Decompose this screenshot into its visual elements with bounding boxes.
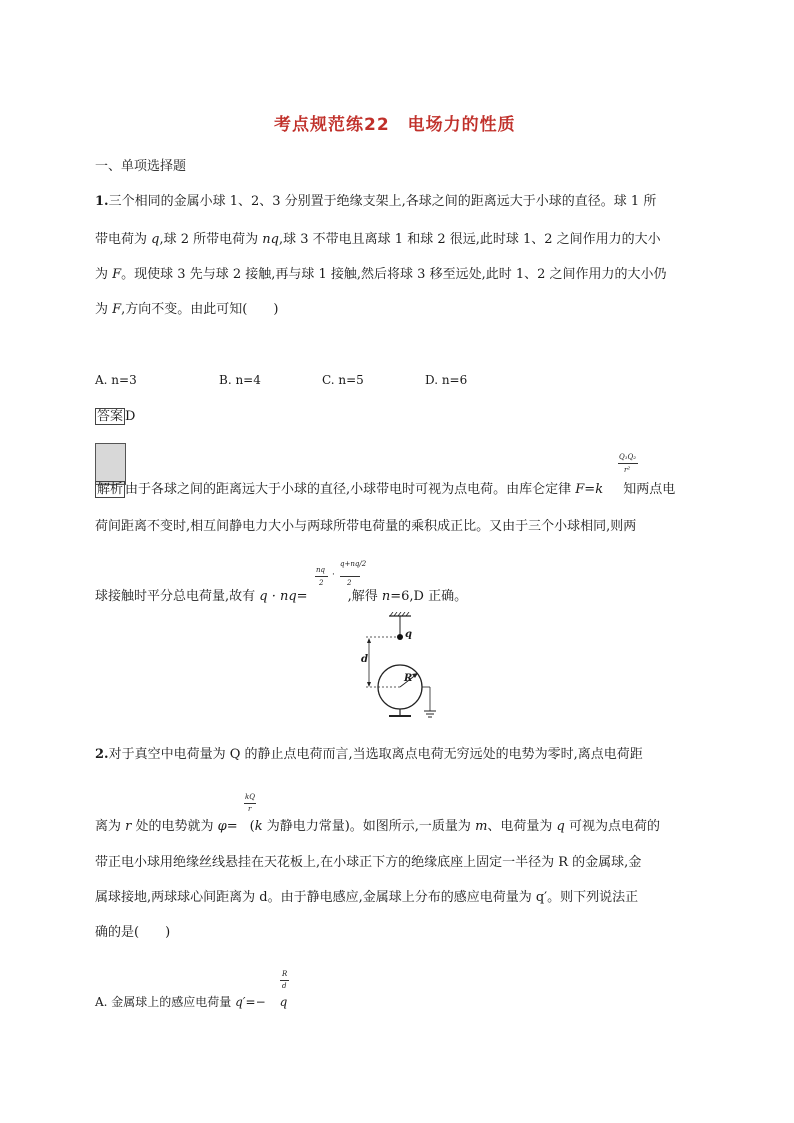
q2-line-2 [95, 815, 660, 834]
analysis-text-3b: ,解得 [347, 589, 382, 604]
analysis-text-1b: 知两点电 [619, 482, 676, 497]
q1-var-q: q [151, 232, 160, 247]
q1-var-nq: nq [262, 232, 279, 247]
q2-line-3: 带正电小球用绝缘丝线悬挂在天花板上,在小球正下方的绝缘底座上固定一半径为 R 的金属球,金 [95, 855, 642, 870]
q2-text-2a: 离为 [95, 819, 126, 834]
potential-frac-num: kQ [245, 793, 255, 801]
q1-var-F: F [112, 267, 122, 282]
q1-text-3b: 。现使球 3 先与球 2 接触,再与球 1 接触,然后将球 3 移至远处,此时 1、2 之间作用力的大小仍 [121, 267, 667, 282]
q2-text-2b: 处的电势就为 [131, 819, 218, 834]
q2-var-q: q [556, 819, 565, 834]
q2-option-a-formula: q′=− [235, 995, 266, 1009]
frac3-den: 2 [347, 579, 352, 587]
q1-line-1 [95, 190, 656, 209]
frac2-bar [315, 576, 328, 577]
charge-product: q · nq= [259, 589, 308, 604]
q2-line-5: 确的是( ) [95, 925, 171, 940]
q2-var-k: k [254, 819, 263, 834]
frac3-bar [340, 576, 360, 577]
q1-option-b[interactable]: B. n=4 [219, 373, 261, 387]
potential-frac-den: r [248, 805, 252, 813]
q2-line-1 [95, 743, 643, 762]
physics-figure [355, 612, 445, 727]
q1-text-2c: ,球 3 不带电且离球 1 和球 2 很远,此时球 1、2 之间作用力的大小 [278, 232, 661, 247]
q1-option-a[interactable]: A. n=3 [95, 373, 137, 387]
arrow-head-up [367, 638, 371, 643]
q2-text-2c: ( [249, 819, 255, 834]
q2-text-1: 对于真空中电荷量为 Q 的静止点电荷而言,当选取离点电荷无穷远处的电势为零时,离点电荷距 [108, 747, 643, 762]
charged-ball [397, 634, 403, 640]
q2-var-m: m [475, 819, 488, 834]
q1-var-F2: F [112, 302, 122, 317]
q1-line-4 [95, 298, 278, 317]
q1-number: 1. [95, 194, 109, 209]
fig-label-d: d [361, 654, 368, 665]
q1-text-1: 三个相同的金属小球 1、2、3 分别置于绝缘支架上,各球之间的距离远大于小球的直径。球 1 所 [108, 194, 657, 209]
q1-line-3 [95, 263, 667, 282]
optA-frac-bar [280, 980, 289, 981]
fig-label-q: q [405, 629, 412, 640]
q2-option-a[interactable] [95, 993, 287, 1010]
arrow-head-down [367, 682, 371, 687]
coulomb-formula: F=k [575, 482, 604, 497]
coulomb-frac-num: Q₁Q₂ [619, 453, 637, 461]
optA-frac-den: d [282, 982, 287, 990]
analysis-text-3c: =6,D 正确。 [390, 589, 468, 604]
q2-option-a-text: A. 金属球上的感应电荷量 [95, 995, 236, 1009]
analysis-var-n: n [381, 589, 391, 604]
fig-label-r: R [404, 673, 413, 684]
analysis-line-1 [95, 478, 675, 497]
q1-text-3a: 为 [95, 267, 113, 282]
q2-text-2f: 可视为点电荷的 [564, 819, 661, 834]
q2-line-4: 属球接地,两球球心间距离为 d。由于静电感应,金属球上分布的感应电荷量为 q′。则下列说法正 [95, 890, 639, 905]
q2-text-2d: 为静电力常量)。如图所示,一质量为 [262, 819, 476, 834]
frac3-num: q+nq/2 [340, 560, 367, 568]
q1-text-2a: 带电荷为 [95, 232, 152, 247]
potential-frac-bar [244, 803, 256, 804]
optA-frac-num: R [282, 970, 288, 978]
q1-line-2 [95, 228, 661, 247]
frac-dot: · [332, 570, 335, 580]
coulomb-frac-den: r² [624, 466, 631, 474]
answer-label: 答案 [97, 409, 124, 424]
q1-text-4a: 为 [95, 302, 113, 317]
analysis-line-3 [95, 585, 467, 604]
q1-text-4b: ,方向不变。由此可知( ) [121, 302, 279, 317]
analysis-text-3a: 球接触时平分总电荷量,故有 [95, 589, 260, 604]
coulomb-frac-bar [618, 463, 638, 464]
q2-option-a-q: q [279, 995, 288, 1009]
frac2-den: 2 [319, 579, 324, 587]
answer-value: D [125, 409, 136, 424]
page-title: 考点规范练22 电场力的性质 [274, 115, 516, 135]
potential-formula: φ= [217, 819, 238, 834]
analysis-label: 解析 [97, 482, 124, 497]
q1-text-2b: ,球 2 所带电荷为 [159, 232, 263, 247]
q2-text-2e: 、电荷量为 [487, 819, 557, 834]
section-heading: 一、单项选择题 [95, 159, 187, 174]
q1-option-d[interactable]: D. n=6 [425, 373, 468, 387]
analysis-line-2: 荷间距离不变时,相互间静电力大小与两球所带电荷量的乘积成正比。又由于三个小球相同,则两 [95, 519, 637, 534]
analysis-text-1a: 由于各球之间的距离远大于小球的直径,小球带电时可视为点电荷。由库仑定律 [125, 482, 576, 497]
q2-number: 2. [95, 747, 109, 762]
answer-row [95, 405, 135, 424]
q1-option-c[interactable]: C. n=5 [322, 373, 364, 387]
q2-var-r: r [125, 819, 132, 834]
frac2-num: nq [316, 566, 325, 574]
